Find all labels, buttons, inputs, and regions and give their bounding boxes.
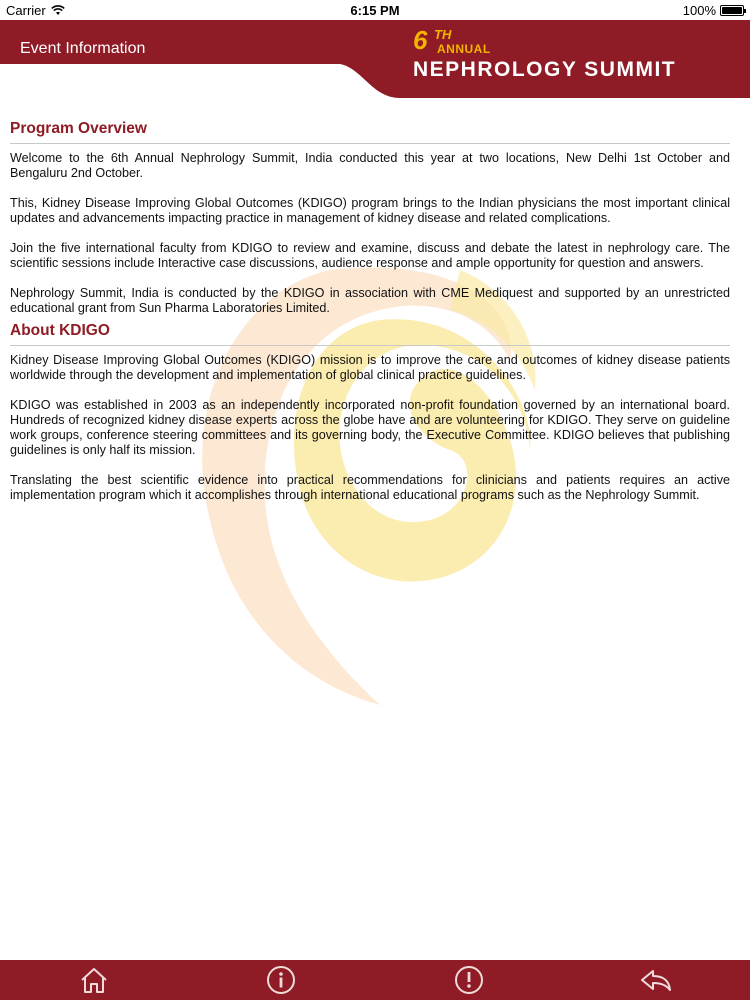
logo-edition-number: 6 bbox=[413, 25, 428, 55]
battery-group bbox=[683, 3, 744, 18]
summit-logo bbox=[413, 27, 743, 87]
section-heading-program-overview: Program Overview bbox=[10, 120, 730, 144]
clock: 6:15 PM bbox=[350, 3, 400, 18]
battery-fill bbox=[722, 7, 742, 14]
paragraph: Welcome to the 6th Annual Nephrology Summit, India conducted this year at two locations, New Delhi 1st October and Bengaluru 2nd October. bbox=[10, 151, 730, 180]
bottom-tab-bar bbox=[0, 960, 750, 1000]
alert-icon bbox=[454, 965, 484, 995]
paragraph: KDIGO was established in 2003 as an independently incorporated non-profit foundation governed by an international board. Hundreds of recognized kidney disease experts across the globe have and are volunteering for KDIGO. They serve on guideline work groups, conference steering committees and its governing body, the Executive Committee. KDIGO believes that publishing guidelines is only half its mission. bbox=[10, 398, 730, 457]
logo-edition-suffix: TH bbox=[434, 27, 452, 42]
logo-name: NEPHROLOGY SUMMIT bbox=[413, 58, 677, 81]
page-title: Event Information bbox=[20, 40, 146, 57]
paragraph: Kidney Disease Improving Global Outcomes (KDIGO) mission is to improve the care and outcomes of kidney disease patients worldwide through the development and implementation of global clinical practice guidelines. bbox=[10, 353, 730, 382]
paragraph: Join the five international faculty from KDIGO to review and examine, discuss and debate the latest in nephrology care. The scientific sessions include Interactive case discussions, audience response and ample opportunity for question and answers. bbox=[10, 241, 730, 270]
paragraph: Translating the best scientific evidence into practical recommendations for clinicians and patients requires an active implementation program which it accomplishes through international educational programs such as the Nephrology Summit. bbox=[10, 473, 730, 502]
logo-annual: ANNUAL bbox=[437, 42, 491, 56]
info-icon bbox=[266, 965, 296, 995]
app-header bbox=[0, 20, 750, 98]
section-heading-about-kdigo: About KDIGO bbox=[10, 322, 730, 346]
tab-back[interactable] bbox=[638, 964, 674, 996]
home-icon bbox=[79, 966, 109, 994]
main-content bbox=[10, 120, 730, 518]
tab-info[interactable] bbox=[263, 964, 299, 996]
paragraph: This, Kidney Disease Improving Global Outcomes (KDIGO) program brings to the Indian physicians the most important clinical updates and advancements impacting practice in management of kidney disease and related complications. bbox=[10, 196, 730, 225]
battery-icon bbox=[720, 5, 744, 16]
tab-alert[interactable] bbox=[451, 964, 487, 996]
reply-icon bbox=[639, 966, 673, 994]
battery-percent: 100% bbox=[682, 3, 716, 18]
paragraph: Nephrology Summit, India is conducted by the KDIGO in association with CME Mediquest and supported by an unrestricted educational grant from Sun Pharma Laboratories Limited. bbox=[10, 286, 730, 315]
carrier-label: Carrier bbox=[6, 3, 46, 18]
status-bar bbox=[0, 0, 750, 20]
tab-home[interactable] bbox=[76, 964, 112, 996]
